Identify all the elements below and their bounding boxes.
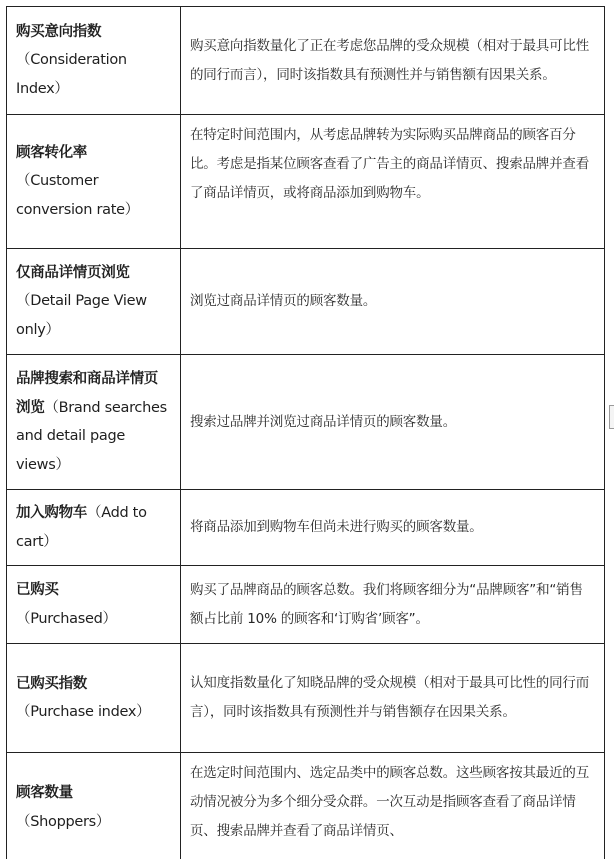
table-row: [7, 249, 605, 355]
table-row: [7, 355, 605, 490]
term-english: （Customer conversion rate）: [16, 173, 139, 218]
term-english: （Shoppers）: [16, 813, 111, 830]
definition-cell: 购买了品牌商品的顾客总数。我们将顾客细分为“品牌顾客”和“销售额占比前 10% 的顾客和‘订购省’顾客”。: [181, 566, 605, 644]
metrics-glossary-table: [6, 6, 605, 859]
term-chinese: 已购买: [16, 582, 59, 598]
term-cell: [7, 115, 181, 249]
table-row: [7, 7, 605, 115]
table-row: [7, 490, 605, 566]
table-row: [7, 115, 605, 249]
table-row: [7, 753, 605, 859]
term-cell: [7, 490, 181, 566]
term-chinese: 品牌搜索和商品详情页浏览: [16, 371, 158, 416]
term-english: （Consideration Index）: [16, 52, 127, 97]
definition-cell: 搜索过品牌并浏览过商品详情页的顾客数量。: [181, 355, 605, 490]
term-chinese: 仅商品详情页浏览: [16, 264, 130, 281]
definition-cell: 认知度指数量化了知晓品牌的受众规模（相对于最具可比性的同行而言），同时该指数具有预测性并与销售额存在因果关系。: [181, 644, 605, 753]
definition-cell: 浏览过商品详情页的顾客数量。: [181, 249, 605, 355]
table-row: [7, 644, 605, 753]
table-row: [7, 566, 605, 644]
term-chinese: 顾客转化率: [16, 144, 87, 161]
term-english: （Add to cart）: [16, 505, 147, 550]
term-cell: [7, 753, 181, 859]
term-english: （Purchased）: [16, 610, 117, 627]
definition-cell: 购买意向指数量化了正在考虑您品牌的受众规模（相对于最具可比性的同行而言），同时该指数具有预测性并与销售额有因果关系。: [181, 7, 605, 115]
term-english: （Detail Page View only）: [16, 293, 147, 338]
definition-cell: 在选定时间范围内、选定品类中的顾客总数。这些顾客按其最近的互动情况被分为多个细分受众群。一次互动是指顾客查看了商品详情页、搜索品牌并查看了商品详情页、: [181, 753, 605, 859]
term-cell: [7, 355, 181, 490]
term-chinese: 加入购物车: [16, 505, 87, 521]
term-cell: [7, 566, 181, 644]
definition-cell: 将商品添加到购物车但尚未进行购买的顾客数量。: [181, 490, 605, 566]
term-cell: [7, 7, 181, 115]
term-cell: [7, 644, 181, 753]
term-english: （Brand searches and detail page views）: [16, 399, 167, 473]
page-edge-marker: [609, 405, 614, 429]
term-english: （Purchase index）: [16, 704, 151, 720]
definition-cell: 在特定时间范围内，从考虑品牌转为实际购买品牌商品的顾客百分比。考虑是指某位顾客查看了广告主的商品详情页、搜索品牌并查看了商品详情页，或将商品添加到购物车。: [181, 115, 605, 249]
term-chinese: 顾客数量: [16, 785, 73, 801]
term-chinese: 已购买指数: [16, 675, 87, 692]
term-cell: [7, 249, 181, 355]
term-chinese: 购买意向指数: [16, 23, 102, 40]
